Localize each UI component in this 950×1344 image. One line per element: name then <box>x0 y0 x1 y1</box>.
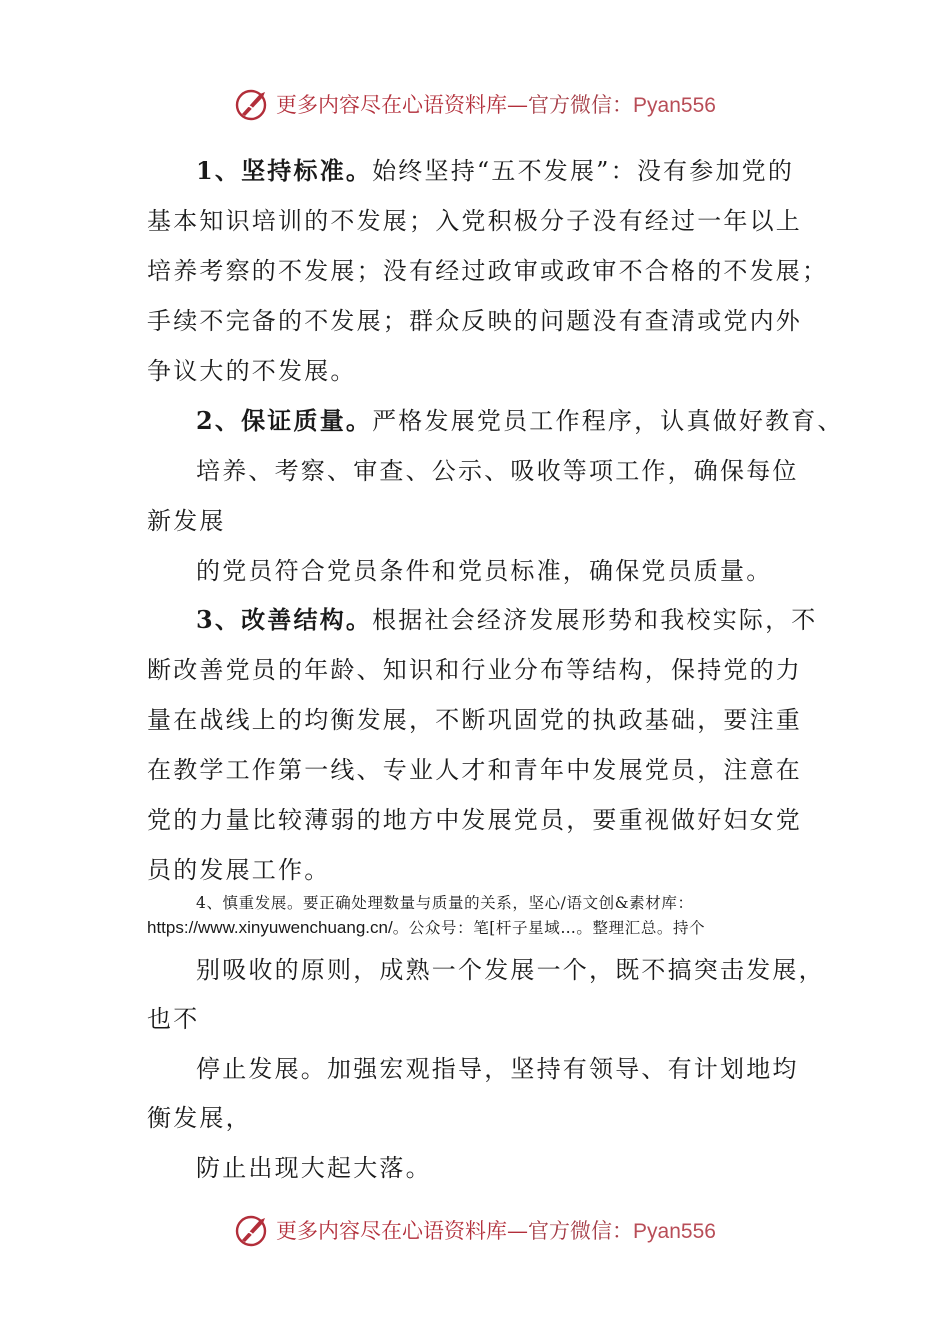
footer-watermark-banner <box>0 1210 950 1250</box>
p1-line-1: 1、坚持标准。始终坚持“五不发展”：没有参加党的 <box>196 156 795 185</box>
p3-line-6: 员的发展工作。 <box>147 856 331 884</box>
p1-line-4: 手续不完备的不发展；群众反映的问题没有查清或党内外 <box>147 307 802 335</box>
p4-line-1: 别吸收的原则，成熟一个发展一个，既不搞突击发展， <box>196 956 825 984</box>
p3-line-2: 断改善党员的年龄、知识和行业分布等结构，保持党的力 <box>147 656 802 684</box>
source-url: https://www.xinyuwenchuang.cn/ <box>147 918 393 937</box>
p4-line-2: 也不 <box>147 1005 200 1033</box>
banner-text: 更多内容尽在心语资料库—官方微信：Pyan556 <box>276 1219 716 1243</box>
p1-line-5: 争议大的不发展。 <box>147 357 357 385</box>
pen-logo-icon <box>234 1212 270 1248</box>
p3-line-3: 量在战线上的均衡发展，不断巩固党的执政基础，要注重 <box>147 706 802 734</box>
p4-small-line-2: https://www.xinyuwenchuang.cn/。公众号：笔[杆子星域…。整理汇总。持个 <box>147 918 706 937</box>
p3-heading: 3、改善结构。 <box>196 605 373 634</box>
pen-logo-icon <box>234 86 270 122</box>
p3-line-4: 在教学工作第一线、专业人才和青年中发展党员，注意在 <box>147 756 802 784</box>
p1-line-3: 培养考察的不发展；没有经过政审或政审不合格的不发展； <box>147 257 829 285</box>
p4-small-line-1: 4、慎重发展。要正确处理数量与质量的关系，坚心/语文创&素材库： <box>196 894 694 912</box>
p3-line-5: 党的力量比较薄弱的地方中发展党员，要重视做好妇女党 <box>147 806 802 834</box>
p4-line-3: 停止发展。加强宏观指导，坚持有领导、有计划地均 <box>196 1055 799 1083</box>
header-watermark-banner <box>0 84 950 124</box>
p4-line-4: 衡发展， <box>147 1104 252 1132</box>
p1-line-2: 基本知识培训的不发展；入党积极分子没有经过一年以上 <box>147 207 802 235</box>
p2-line-1: 2、保证质量。严格发展党员工作程序，认真做好教育、 <box>196 406 844 435</box>
p2-line-3: 新发展 <box>147 507 226 535</box>
p2-heading: 2、保证质量。 <box>196 406 373 435</box>
p4-line-5: 防止出现大起大落。 <box>196 1154 432 1182</box>
banner-text: 更多内容尽在心语资料库—官方微信：Pyan556 <box>276 93 716 117</box>
p2-line-4: 的党员符合党员条件和党员标准，确保党员质量。 <box>196 557 773 585</box>
p1-heading: 1、坚持标准。 <box>196 156 373 185</box>
p2-line-2: 培养、考察、审查、公示、吸收等项工作，确保每位 <box>196 457 799 485</box>
p3-line-1: 3、改善结构。根据社会经济发展形势和我校实际，不 <box>196 605 818 634</box>
